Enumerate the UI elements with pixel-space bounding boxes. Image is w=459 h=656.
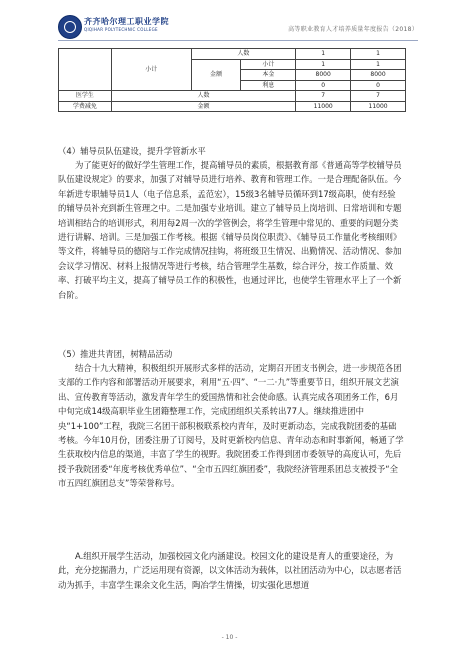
table-cell: 8000 <box>351 70 406 81</box>
table-cell: 本金 <box>241 70 296 81</box>
table-cell <box>59 49 112 91</box>
table-cell: 金额 <box>191 59 241 91</box>
table-cell: 1 <box>296 49 351 60</box>
table-cell: 7 <box>296 91 351 102</box>
school-name: 齐齐哈尔理工职业学院 <box>84 17 169 26</box>
table-cell: 11000 <box>351 101 406 112</box>
table-cell: 金额 <box>111 101 295 112</box>
school-logo-icon <box>58 15 82 39</box>
table-row <box>59 91 406 102</box>
summary-table <box>58 48 406 112</box>
paragraph-youth-league: 结合十九大精神，积极组织开展形式多样的活动，定期召开团支书例会，进一步规范各团支部的工作内容和部署活动开展要求，利用“五·四”、“一二·九”等重要节日，组织开展文艺演出、宣传教育等活动，激发青年学生的爱国热情和社会使命感。认真完成各项团务工作，6月中旬完成14级高职毕业生团籍整理工作，完成团组织关系转出77人。继续推进团中央“1+100”工程，我院三名团干部积极联系校内青年，及时更新动态，完成我院团委的基础考核。今年10月份，团委注册了订阅号，及时更新校内信息、青年动态和时事新闻，畅通了学生获取校内信息的渠道，丰富了学生的视野。我院团委工作得到团市委领导的高度认可，先后授予我院团委“年度考核优秀单位”、“全市五四红旗团委”，我院经济管理系团总支被授予“全市五四红旗团总支”等荣誉称号。 <box>58 363 404 489</box>
table-cell: 0 <box>296 80 351 91</box>
school-name-english: QIQIHAR POLYTECHNIC COLLEGE <box>84 27 158 32</box>
table-row <box>59 101 406 112</box>
table-cell: 1 <box>351 49 406 60</box>
table-cell: 小计 <box>241 59 296 70</box>
page-header <box>58 14 418 41</box>
table-cell: 人数 <box>111 91 295 102</box>
table-cell: 7 <box>351 91 406 102</box>
table-cell: 人数 <box>191 49 296 60</box>
table-cell: 利息 <box>241 80 296 91</box>
report-title: 高等职业教育人才培养质量年度报告（2018） <box>288 26 418 33</box>
table-cell: 8000 <box>296 70 351 81</box>
section-heading-counselor: （4）辅导员队伍建设，提升学管新水平 <box>58 146 206 156</box>
table-cell: 0 <box>351 80 406 91</box>
paragraph-campus-culture: A.组织开展学生活动，加强校园文化内涵建设。校园文化的建设是育人的重要途径，为此，充分挖掘潜力，广泛运用现有资源，以文体活动为载体，以社团活动为中心，以志愿者活动为抓手，丰富学生课余文化生活，陶冶学生情操，切实强化思想道 <box>58 551 402 590</box>
table-row <box>59 49 406 60</box>
table-cell: 小计 <box>111 49 191 91</box>
table-cell: 学费减免 <box>59 101 112 112</box>
page-number: - 10 - <box>221 634 238 641</box>
table-cell: 11000 <box>296 101 351 112</box>
section-heading-youth-league: （5）推进共青团，树精品活动 <box>58 349 173 359</box>
table-cell: 1 <box>296 59 351 70</box>
paragraph-counselor: 为了能更好的做好学生管理工作，提高辅导员的素质，根据教育部《普通高等学校辅导员队伍建设规定》的要求，加强了对辅导员进行培养、教育和管理工作。一是合理配备队伍。今年新进专职辅导员1人（电子信息系，孟范宏），15级3名辅导员循环到17级高职，使有经验的辅导员补充到新生管理之中。二是加强专业培训。建立了辅导员上岗培训、日常培训和专题培训相结合的培训形式，利用每2周一次的学管例会，将学生管理中常见的、重要的问题分类进行讲解、培训。三是加强工作考核。根据《辅导员岗位职责》、《辅导员工作量化考核细则》等文件，将辅导员的德陪与工作完成情况挂钩，将班级卫生情况、出勤情况、活动情况、参加会议学习情况、材料上报情况等进行考核，结合管理学生基数，综合评分，按工作质量、效率、打破平均主义，提高了辅导员工作的积极性，也通过评比，也使学生管理水平上了一个新台阶。 <box>58 160 402 300</box>
table-cell: 1 <box>351 59 406 70</box>
table-cell: 医学生 <box>59 91 112 102</box>
